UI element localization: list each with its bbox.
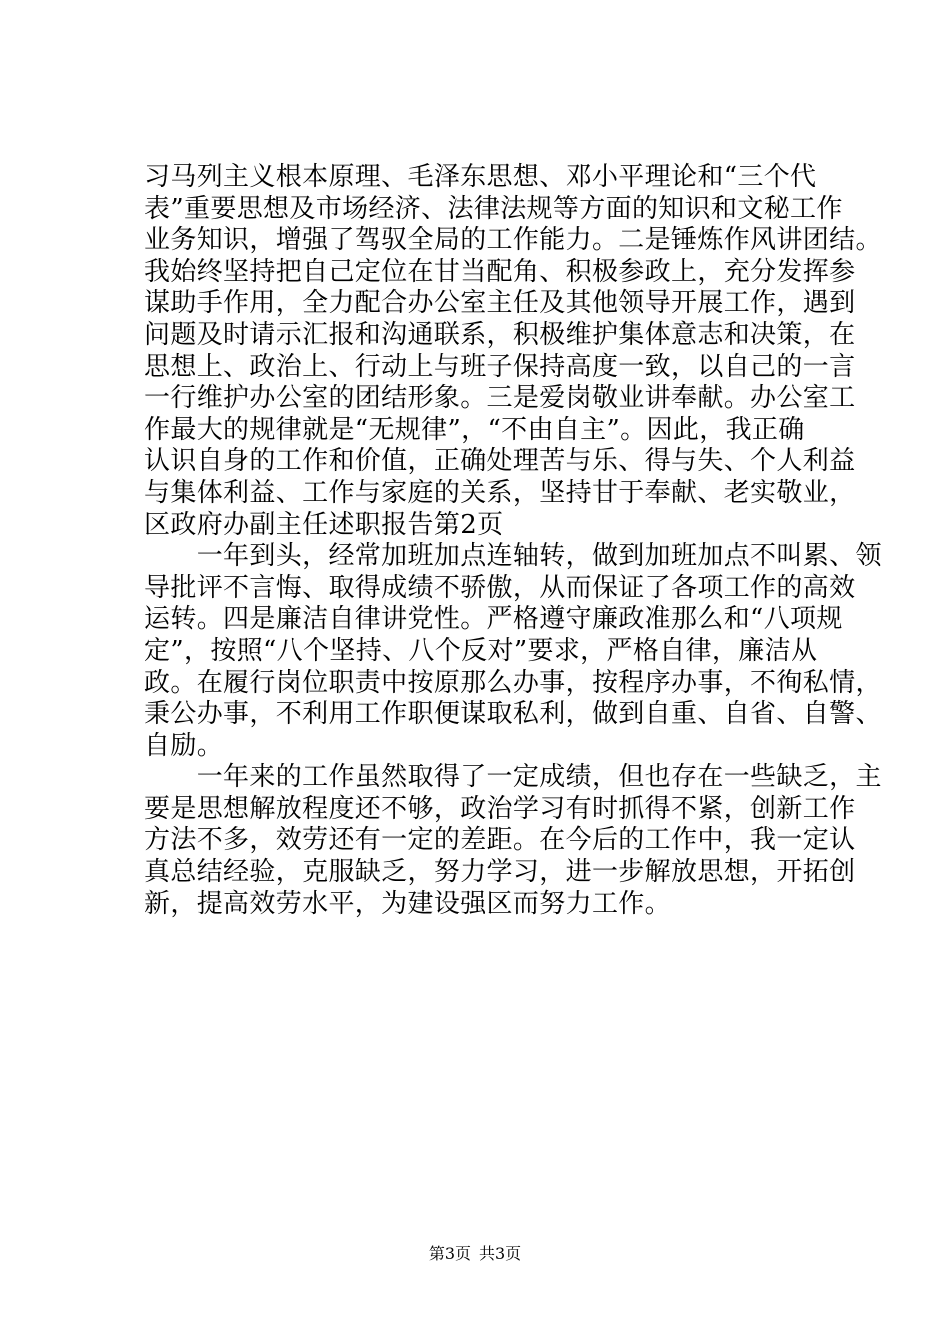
page-number-current: 第3页 <box>428 1244 471 1263</box>
text-line: 要是思想解放程度还不够，政治学习有时抓得不紧，创新工作 <box>144 793 856 824</box>
text-line: 真总结经验，克服缺乏，努力学习，进一步解放思想，开拓创 <box>144 857 856 888</box>
report-body-text <box>144 162 882 920</box>
text-line: 作最大的规律就是“无规律”，“不由自主”。因此，我正确 <box>144 414 805 445</box>
text-line: 一行维护办公室的团结形象。三是爱岗敬业讲奉献。办公室工 <box>144 383 856 414</box>
text-line: 运转。四是廉洁自律讲党性。严格遵守廉政准那么和“八项规 <box>144 604 843 635</box>
text-line: 习马列主义根本原理、毛泽东思想、邓小平理论和“三个代 <box>144 162 817 192</box>
text-line: 方法不多，效劳还有一定的差距。在今后的工作中，我一定认 <box>144 825 856 856</box>
text-line: 政。在履行岗位职责中按原那么办事，按程序办事，不徇私情， <box>144 667 882 698</box>
text-line: 定”，按照“八个坚持、八个反对”要求，严格自律，廉洁从 <box>144 635 818 666</box>
text-line: 谋助手作用，全力配合办公室主任及其他领导开展工作，遇到 <box>144 288 856 319</box>
text-line: 秉公办事，不利用工作职便谋取私利，做到自重、自省、自警、 <box>144 699 882 730</box>
page-break-caption: 区政府办副主任述职报告第2页 <box>144 509 504 540</box>
text-line: 导批评不言悔、取得成绩不骄傲，从而保证了各项工作的高效 <box>144 572 856 603</box>
text-line: 认识自身的工作和价值，正确处理苦与乐、得与失、个人利益 <box>144 446 856 477</box>
text-line: 自励。 <box>144 730 224 761</box>
page-number-total: 共3页 <box>479 1244 522 1263</box>
text-line: 与集体利益、工作与家庭的关系，坚持甘于奉献、老实敬业， <box>144 477 856 508</box>
text-line: 表”重要思想及市场经济、法律法规等方面的知识和文秘工作 <box>144 193 843 224</box>
text-line: 一年来的工作虽然取得了一定成绩，但也存在一些缺乏，主 <box>144 762 882 793</box>
text-line: 问题及时请示汇报和沟通联系，积极维护集体意志和决策，在 <box>144 319 856 350</box>
text-line: 业务知识，增强了驾驭全局的工作能力。二是锤炼作风讲团结。 <box>144 225 882 256</box>
text-line: 思想上、政治上、行动上与班子保持高度一致，以自己的一言 <box>144 351 856 382</box>
text-line: 新，提高效劳水平，为建设强区而努力工作。 <box>144 888 672 919</box>
text-line: 我始终坚持把自己定位在甘当配角、积极参政上，充分发挥参 <box>144 256 856 287</box>
text-line: 一年到头，经常加班加点连轴转，做到加班加点不叫累、领 <box>144 541 882 572</box>
page-footer <box>0 1244 950 1264</box>
